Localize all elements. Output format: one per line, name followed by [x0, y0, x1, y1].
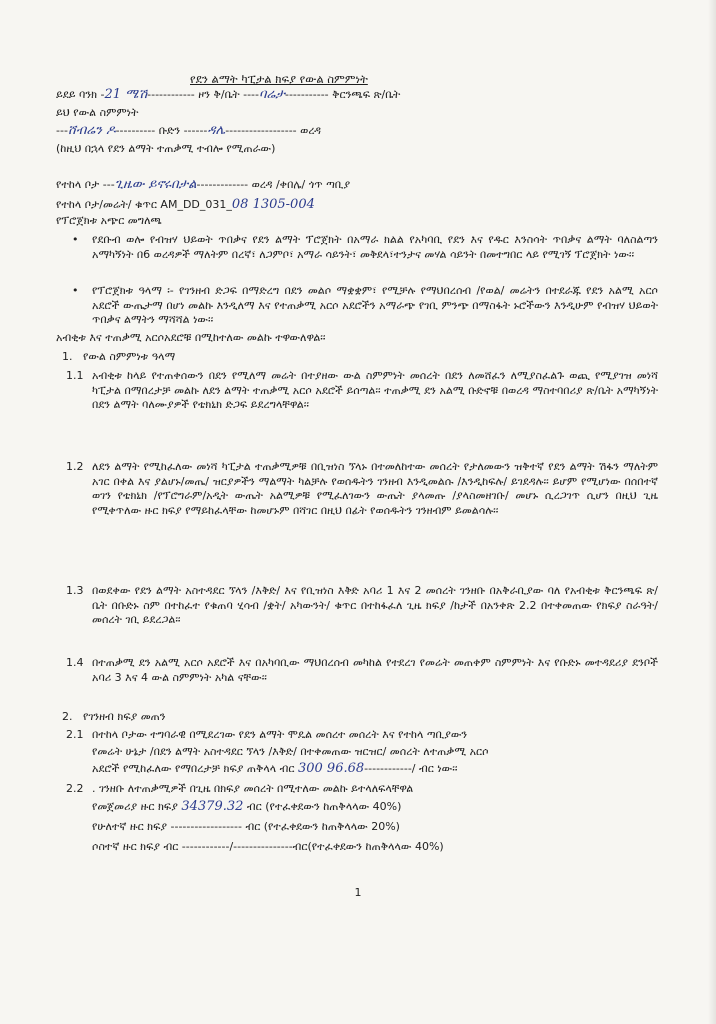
clause21-line3 [92, 762, 457, 776]
first-installment-label: የመጀመሪያ ዙር ክፍያ [92, 800, 178, 813]
third-installment-line: ሶስተኛ ዙር ክፍያ ብር ------------/---------------ብር(የተፈቀደውን ከጠቅላላው 40%) [92, 840, 444, 853]
clause22-line1: . ገንዘቡ ለተጠቃሚዎች በጊዜ በክፍያ መሰረት በሚተለው መልኩ ይተላለፍላቸዋል [92, 782, 414, 795]
clause21-line2: የመሬት ሁኔታ /በደን ልማት አስተዳደር ኘላን /እቅድ/ በተቀመጠው ዝርዝር/ መሰረት ለተጠቃሚ አርሶ [92, 745, 489, 758]
bullet-continuation: አብቂቱ እና ተጠቃሚ አርሶአደሮቹ በሚከተለው መልኩ ተዋውለዋል፡፡ [56, 331, 326, 344]
handwritten-site-number: 08 1305-004 [231, 197, 315, 212]
bullet-text: የፕሮጀክቱ ዓላማ ፡- የገንዘብ ድጋፍ በማድረግ በደን መልሶ ማቋቋም፣ የሚቻሉ የማህበረሰብ /የወል/ መሬትን በተደራጁ የደን አልሚ አርሶ አደሮች ውጤታማ በሆነ መልኩ እንዲለማ እና የተጠቃሚ አርሶ አደሮችን አማራጭ የገቢ ምንጭ በማስፋት ኑሮችውን እንዲሁም የብዝሃ ህይወት ጥበቃና ልማትን ማሻሻል ነው፡፡ [92, 284, 658, 326]
handwritten-bank-branch: 21 ሜሽ [104, 87, 148, 102]
handwritten-total-amount: 300 96.68 [297, 761, 365, 776]
clause-text: በተጠቃሚ ደን አልሚ አርሶ አደሮች እና በአካባቢው ማህበረሰብ መካከል የተደረገ የመሬት መጠቀም ስምምነት እና የቡድኑ መተዳደሪያ ደንቦች አባሪ 3 እና 4 ውል ስምምነት አካል ናቸው፡፡ [92, 656, 658, 684]
group-label: ---------- ቡድን ------ [115, 124, 208, 137]
section1-heading [62, 350, 175, 364]
bullet-text: የደቡብ ወሎ የብዝሃ ህይወት ጥበቃና የደን ልማት ፕሮጀክት በአማራ ክልል የአካባቢ የደን እና የዱር እንስሳት ጥበቃና ልማት ባለስልጣን አማካኝነት በ6 ወረዳዎች ማለትም በረኛ፣ ለጋምቦ፣ አማራ ሳይንት፣ መቅደላ፣ተንታና መሃል ሳይንት በመተግበር ላይ የሚገኝ ፕሮጀክት ነው፡፡ [92, 233, 658, 261]
total-amount-suffix: ------------/ ብር ነው፡፡ [364, 762, 458, 775]
handwritten-site-name: ጊዜው ይኖሩበታል [114, 177, 197, 192]
section-number: 1. [62, 350, 73, 363]
section-number: 2. [62, 710, 73, 723]
party1-line2: ይህ የውል ስምምነት [56, 106, 139, 119]
clause-number: 2.2 [66, 782, 84, 795]
total-amount-label: አደሮች የሚከፈለው የማበረታቻ ክፍያ ጠቅላላ ብር [92, 762, 295, 775]
section2-heading [62, 710, 166, 724]
clause-text: በወደቀው የደን ልማት አስተዳደር ኘላን /እቅድ/ እና የቢዝነስ እቅድ አባሪ 1 እና 2 መሰረት ገንዘቡ በአቅራቢያው ባለ የአብቂቱ ቅርንጫፍ ጽ/ቤት በቡድኑ ስም በተከፈተ የቁጠባ ሂሳብ /ቋት/ አካውንት/ ቁጥር በተከፋፈለ ጊዜ ክፍያ /ከታች በአንቀጽ 2.2 በተቀመጠው የክፍያ ስራዓት/ መሰረት ገቢ ይደረጋል፡፡ [92, 584, 658, 626]
section-title: የገንዘብ ክፍያ መጠን [83, 710, 166, 723]
second-installment-line: የሁለተኛ ዙር ክፍያ ------------------ ብር (የተፈቀደውን ከጠቅላላው 20%) [92, 820, 400, 833]
planting-site-label: የተከላ ቦታ --- [56, 178, 115, 191]
bullet-dot: • [72, 233, 79, 246]
party2-line2 [56, 198, 315, 212]
bullet-dot: • [72, 284, 79, 297]
party2-line1 [56, 178, 350, 192]
clause-number: 2.1 [66, 728, 84, 741]
bank-label: ይደይ ባንክ - [56, 88, 105, 101]
clause-text: ለደን ልማት የሚከፈለው መነሻ ካፒታል ተጠቃሚዎቹ በቢዝነስ ኘላኑ በተመለከተው መሰረት የታለመውን ዝቅተኛ የደን ልማት ሽፋን ማለትም አገር በቀል እና ያልሆኑ/መጤ/ ዝርያዎችን ማልማት ካልቻሉ የወሰዱትን ገንዘብ እንዲመልሱ /እንዲከፍሉ/ ይገደዳሉ፡፡ ይሆም የሚሆነው በሰበተኛ ወገን የቴክኒክ /የፕሮግራም/አዲት ውጤት አልሚዎቹ የሚፈለገውን ውጤት ያላመጡ /ያላስመዘገቡ/ መሆኑ ሲረጋገጥ ሲሆን በዚህ ጊዜ የሚቀጥለው ዙር ክፍያ የማይከፈላቸው ከመሆኑም በሻገር በዚህ በፊት የወሰዱትን ገንዘብም ይመልሳሉ፡፡ [92, 460, 658, 517]
clause-number: 1.1 [66, 369, 84, 382]
first-installment-line [92, 800, 401, 814]
clause21-line1: በተከላ ቦታው ተግባራዊ በሚደረገው የደን ልማት ሞዴል መሰረተ መሰረት እና የተከላ ጣቢያውን [92, 728, 468, 741]
clause-number: 1.2 [66, 460, 84, 473]
project-summary-heading: የፕሮጀክቱ አጭር መግለጫ [56, 214, 162, 227]
branch-label: ----------- ቅርንጫፍ ጽ/ቤት [284, 88, 401, 101]
woreda-label: ------------------ ወረዳ [225, 124, 321, 137]
document-title: የደን ልማት ካፒታል ክፍያ የውል ስምምነት [190, 72, 368, 86]
handwritten-first-installment: 34379.32 [181, 799, 244, 814]
section-title: የውል ስምምነቱ ዓላማ [83, 350, 176, 363]
scan-edge-shadow [708, 0, 716, 1024]
party1-line3 [56, 124, 321, 138]
zone-label: ------------ ዞን ቅ/ቤት ---- [147, 88, 259, 101]
clause-text: አብቂቱ ከላይ የተጠቀሰውን በደን የሚለማ መሬት በተያዘው ውል ስምምነት መሰረት በደን ለመሸፈን ለሚያስፈልጉ ወጪ የሚያገዝ መነሻ ካፒታል በማበረታቻ መልኩ ለደን ልማት ተጠቃሚ አርሶ አደሮች ይሰጣል፡፡ ተጠቃሚ ደን አልሚ ቡድኖቹ በወረዳ ማስተባበሪያ ጽ/ቤት አማካኝነት በደን ልማት ባለሙያዎች የቴክኒክ ድጋፍ ይደረግላቸዋል፡፡ [92, 369, 658, 411]
handwritten-group-name: ሸብሬን ዶ [67, 123, 116, 138]
handwritten-zone: ባሬታ [259, 87, 285, 102]
handwritten-woreda: ዳሌ [207, 123, 226, 138]
site-number-label: የተከላ ቦታ/መሬት/ ቁጥር AM_DD_031_ [56, 198, 232, 211]
party1-line1 [56, 88, 400, 102]
dash-prefix: --- [56, 124, 68, 137]
party1-line4: (ከዚህ በኋላ የደን ልማት ተጠቃሚ ተብሎ የሚጠራው) [56, 142, 276, 155]
site-location-label: ------------- ወረዳ /ቀበሌ/ ጎጥ ጣቢያ [196, 178, 351, 191]
page-number: 1 [354, 886, 362, 899]
first-installment-suffix: ብር (የተፈቀደውን ከጠቅላላው 40%) [246, 800, 402, 813]
clause-number: 1.4 [66, 656, 84, 669]
clause-number: 1.3 [66, 584, 84, 597]
